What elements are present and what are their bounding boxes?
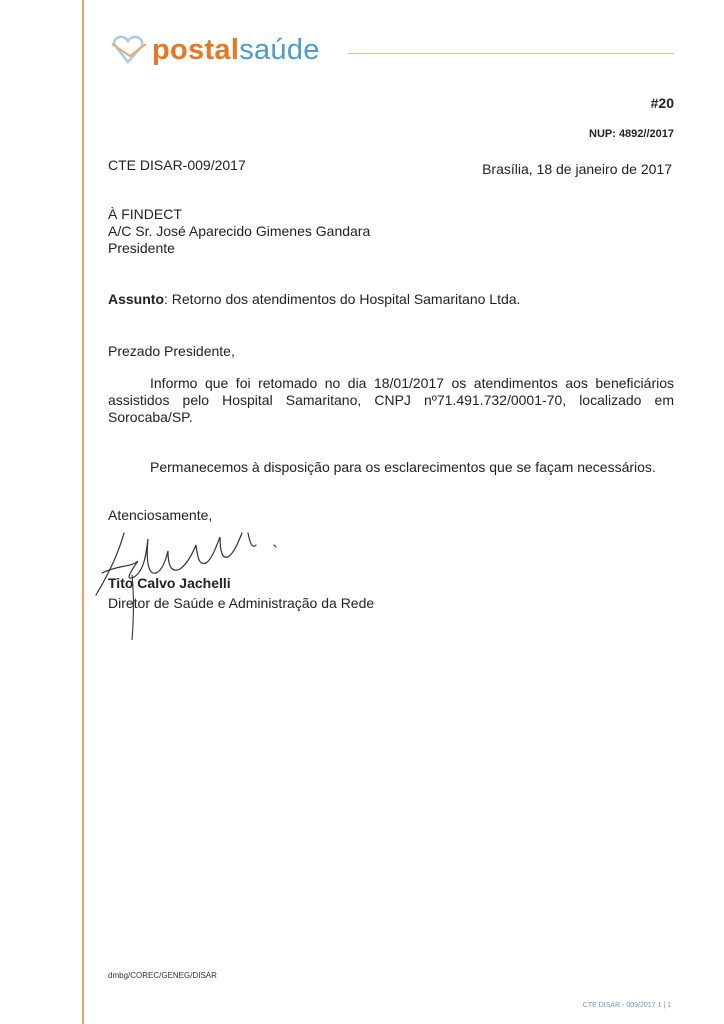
logo-text: postalsaúde <box>152 33 320 66</box>
heart-envelope-icon <box>110 32 150 68</box>
recipient-block <box>108 206 370 257</box>
nup-number: NUP: 4892//2017 <box>589 128 674 140</box>
footer-code: dmbg/COREC/GENEG/DISAR <box>108 971 217 980</box>
recipient-line2: A/C Sr. José Aparecido Gimenes Gandara <box>108 223 371 239</box>
header-rule <box>348 53 674 54</box>
paragraph-1-text: Informo que foi retomado no dia 18/01/2017 os atendimentos aos beneficiários assistidos pelo Hospital Samaritano, CNPJ nº71.491.732/0001-70, localizado em Sorocaba/SP. <box>108 375 674 425</box>
paragraph-2-text: Permanecemos à disposição para os esclarecimentos que se façam necessários. <box>150 459 656 475</box>
recipient-line3: Presidente <box>108 240 175 256</box>
document-number: #20 <box>650 95 674 111</box>
paragraph-2 <box>108 459 674 476</box>
letter-reference: CTE DISAR-009/2017 <box>108 157 246 173</box>
recipient-line1: À FINDECT <box>108 206 182 222</box>
paragraph-1 <box>108 375 674 426</box>
subject-text: : Retorno dos atendimentos do Hospital Samaritano Ltda. <box>164 291 521 307</box>
place-date: Brasília, 18 de janeiro de 2017 <box>482 161 672 177</box>
closing: Atenciosamente, <box>108 507 213 523</box>
salutation: Prezado Presidente, <box>108 343 235 359</box>
subject-label: Assunto <box>108 291 164 307</box>
logo <box>110 30 320 70</box>
signer-name: Tito Calvo Jachelli <box>108 575 231 591</box>
subject-line <box>108 291 520 307</box>
signer-role: Diretor de Saúde e Administração da Rede <box>108 595 375 611</box>
page-mark: CTE DISAR - 009/2017 1 | 1 <box>582 1002 671 1009</box>
margin-line <box>82 0 84 1024</box>
